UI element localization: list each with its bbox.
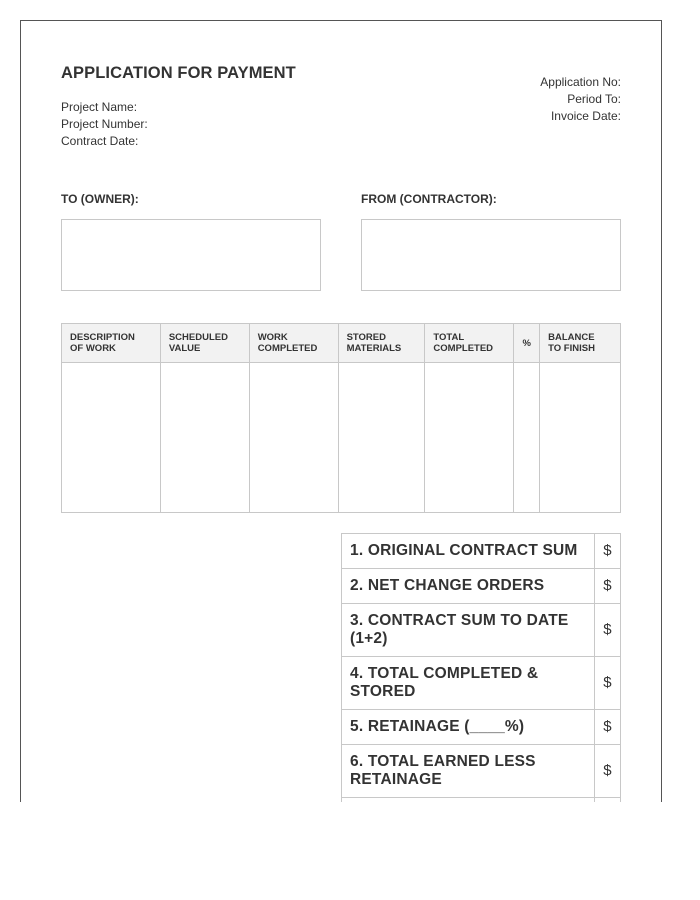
application-info <box>540 74 621 125</box>
summary-row <box>342 710 621 745</box>
summary-label-text: 2. NET CHANGE ORDERS <box>350 577 545 594</box>
summary-table <box>341 533 621 802</box>
column-header-work-completed <box>249 324 338 363</box>
project-info <box>61 99 148 150</box>
summary-label <box>342 657 595 710</box>
header-line: SCHEDULED <box>168 332 228 343</box>
amount-field[interactable]: $ <box>595 569 621 604</box>
amount-field[interactable]: $ <box>595 745 621 798</box>
header-line: STORED <box>346 332 386 343</box>
summary-row <box>342 798 621 803</box>
project-name-label: Project Name: <box>61 100 138 114</box>
column-header-scheduled-value <box>160 324 249 363</box>
application-no-label: Application No: <box>540 75 621 89</box>
amount-field[interactable]: $ <box>595 604 621 657</box>
header-line: COMPLETED <box>257 343 318 354</box>
summary-row <box>342 745 621 798</box>
summary-label-text: 5. RETAINAGE (____%) <box>350 718 525 735</box>
column-header-percent <box>514 324 540 363</box>
header-line: BALANCE <box>548 332 595 343</box>
header-line: TO FINISH <box>548 343 595 354</box>
document-page <box>20 20 662 802</box>
work-table <box>61 323 621 513</box>
header-line: COMPLETED <box>433 343 494 354</box>
summary-label-text: 6. TOTAL EARNED LESS <box>350 753 536 770</box>
header-line: WORK <box>257 332 288 343</box>
page-title: APPLICATION FOR PAYMENT <box>61 64 296 82</box>
summary-label <box>342 745 595 798</box>
work-table-header <box>62 324 621 363</box>
work-completed-cell[interactable] <box>249 363 338 513</box>
summary-row <box>342 569 621 604</box>
amount-field[interactable] <box>595 798 621 803</box>
summary-label-text: RETAINAGE <box>350 771 442 788</box>
header-line: OF WORK <box>70 343 116 354</box>
total-completed-cell[interactable] <box>425 363 514 513</box>
contractor-box[interactable] <box>361 219 621 291</box>
project-number-label: Project Number: <box>61 117 148 131</box>
summary-label <box>342 798 595 803</box>
balance-to-finish-cell[interactable] <box>540 363 621 513</box>
summary-label <box>342 569 595 604</box>
contract-date-label: Contract Date: <box>61 134 139 148</box>
owner-box[interactable] <box>61 219 321 291</box>
summary-label <box>342 534 595 569</box>
period-to-label: Period To: <box>567 92 621 106</box>
stored-materials-cell[interactable] <box>338 363 425 513</box>
amount-field[interactable]: $ <box>595 657 621 710</box>
summary-label-text: 1. ORIGINAL CONTRACT SUM <box>350 542 578 559</box>
summary-label-text: (1+2) <box>350 630 388 647</box>
table-row <box>62 363 621 513</box>
column-header-balance-to-finish <box>540 324 621 363</box>
summary-row <box>342 657 621 710</box>
header-line: % <box>522 337 531 349</box>
header-line: MATERIALS <box>346 343 402 354</box>
owner-label: TO (OWNER): <box>61 192 139 206</box>
summary-row <box>342 534 621 569</box>
header-line: DESCRIPTION <box>70 332 135 343</box>
summary-label-text: 4. TOTAL COMPLETED & <box>350 665 539 682</box>
amount-field[interactable]: $ <box>595 534 621 569</box>
header-line: VALUE <box>168 343 201 354</box>
summary-label-text: STORED <box>350 683 416 700</box>
amount-field[interactable]: $ <box>595 710 621 745</box>
column-header-total-completed <box>425 324 514 363</box>
column-header-description <box>62 324 161 363</box>
summary-row <box>342 604 621 657</box>
contractor-label: FROM (CONTRACTOR): <box>361 192 497 206</box>
summary-label <box>342 710 595 745</box>
header-line: TOTAL <box>433 332 465 343</box>
summary-label <box>342 604 595 657</box>
percent-cell[interactable] <box>514 363 540 513</box>
summary-label-text: 3. CONTRACT SUM TO DATE <box>350 612 569 629</box>
description-cell[interactable] <box>62 363 161 513</box>
column-header-stored-materials <box>338 324 425 363</box>
scheduled-value-cell[interactable] <box>160 363 249 513</box>
invoice-date-label: Invoice Date: <box>550 109 621 123</box>
